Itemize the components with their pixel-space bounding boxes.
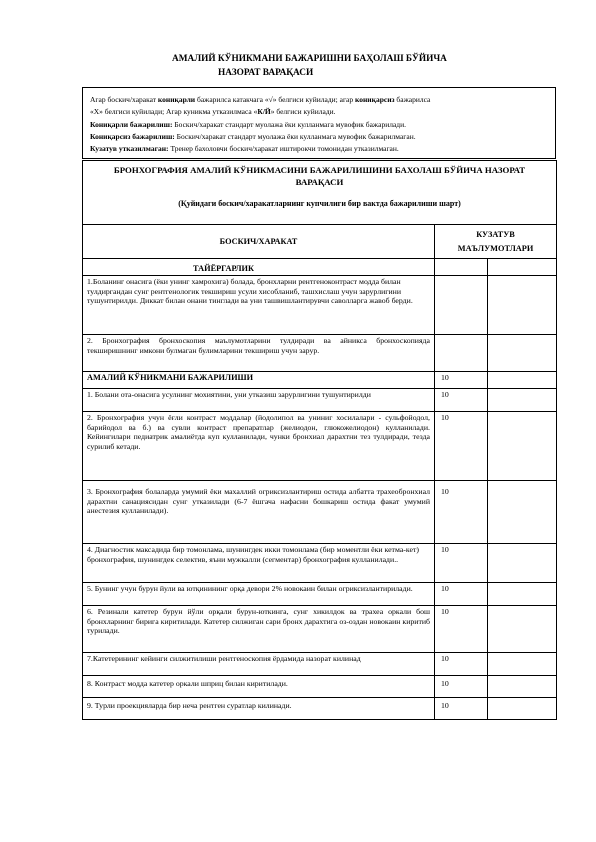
legend-text: Боскич/харакат стандарт муолажа ёки кулланмага мувофик бажарилади. — [172, 119, 406, 129]
legend-box — [82, 87, 556, 159]
perform-step-4 — [83, 544, 435, 583]
legend-bold: Кониқарсиз бажарилиш: — [90, 131, 175, 141]
section-row-perform — [83, 372, 557, 389]
prep-step-2 — [83, 335, 435, 372]
table-row — [83, 481, 557, 544]
perform-step-1 — [83, 389, 435, 412]
prep-step-1 — [83, 276, 435, 335]
table-row — [83, 276, 557, 335]
table-row — [83, 698, 557, 720]
checkbox-cell[interactable] — [488, 276, 557, 335]
legend-line-2 — [90, 106, 555, 118]
title-line-2: НАЗОРАТ ВАРАҚАСИ — [218, 68, 314, 78]
legend-text: бажарилса — [394, 95, 431, 104]
score-cell: 10 — [435, 544, 488, 583]
checklist-table — [82, 160, 557, 720]
legend-line-3 — [90, 119, 555, 131]
checkbox-cell[interactable] — [488, 335, 557, 372]
table-row — [83, 653, 557, 676]
legend-line-5 — [90, 143, 555, 155]
step-text: 7.Катетерининг кейинги силжитилиши рентгеноскопия ёрдамида назорат килинад — [87, 654, 361, 663]
sheet-subtitle: (Қуйидаги боскич/харакатларнинг купчилиги бир вактда бажарилиши шарт) — [178, 199, 461, 208]
checkbox-cell[interactable] — [435, 276, 488, 335]
legend-bold: Кониқарли бажарилиш: — [90, 119, 173, 129]
table-row — [83, 676, 557, 698]
table-row — [83, 606, 557, 653]
legend-text: Боскич/харакат стандарт муолажа ёки кулланмага мувофик бажарилмаган. — [174, 131, 416, 141]
table-row — [83, 583, 557, 606]
score-cell: 10 — [435, 389, 488, 412]
score-cell: 10 — [435, 583, 488, 606]
perform-step-5 — [83, 583, 435, 606]
legend-text: «Х» белгиси куйилади; Агар куникма утказилмаса « — [90, 107, 258, 117]
legend-line-4 — [90, 131, 555, 143]
legend-text: бажарилса катакчага «√» белгиси куйилади; агар — [195, 95, 356, 104]
step-text: 3. Бронхография болаларда умумий ёки махаллий огриксизлантириш остида албатта трахеобронхиал дарахтни санациясидан сунг утказилади (6-7 ёшгача нафасни бошкариш остида факат умумий анестезия кулланилади). — [87, 487, 430, 516]
score-cell: 10 — [435, 372, 488, 389]
checkbox-cell[interactable] — [435, 259, 488, 276]
section-heading-perform: АМАЛИЙ КЎНИКМАНИ БАЖАРИЛИШИ — [83, 372, 435, 389]
sheet-header-cell — [83, 161, 557, 225]
checkbox-cell[interactable] — [488, 698, 557, 720]
table-row — [83, 412, 557, 481]
checkbox-cell[interactable] — [488, 606, 557, 653]
step-text: 2. Бронхография бронхоскопия маълумотларини тулдиради ва айникса бронхоскопияда текширишнинг имкони булмаган булимларини текшириш учун зарур. — [87, 336, 430, 355]
checkbox-cell[interactable] — [488, 259, 557, 276]
section-heading-prep: ТАЙЁРГАРЛИК — [83, 259, 435, 276]
step-text: 6. Резинали катетер бурун йўли орқали бурун-юткинга, сунг хикилдок ва трахеа оркали бош бронхларнинг бирига киритилади. Катетер силжиган сари бронх дарахтига оз-оздан новокаин киритиб турилади. — [87, 607, 430, 636]
legend-line-1 — [90, 94, 555, 106]
sheet-title: БРОНХОГРАФИЯ АМАЛИЙ КЎНИКМАСИНИ БАЖАРИЛИШИНИ БАХОЛАШ БЎЙИЧА НАЗОРАТ ВАРАҚАСИ — [113, 165, 526, 187]
legend-bold: К/Й — [257, 107, 271, 117]
score-cell: 10 — [435, 481, 488, 544]
checkbox-cell[interactable] — [488, 544, 557, 583]
table-row — [83, 544, 557, 583]
section-row-prep — [83, 259, 557, 276]
checkbox-cell[interactable] — [488, 389, 557, 412]
checkbox-cell[interactable] — [488, 583, 557, 606]
title-line-1: АМАЛИЙ КЎНИКМАНИ БАЖАРИШНИ БАҲОЛАШ БЎЙИЧА — [172, 54, 447, 64]
perform-step-2 — [83, 412, 435, 481]
step-text: 1. Болани ота-онасига усулнинг мохиятини, уни утказиш зарурлигини тушунтирилди — [87, 390, 371, 399]
checkbox-cell[interactable] — [435, 335, 488, 372]
score-cell: 10 — [435, 698, 488, 720]
perform-step-3 — [83, 481, 435, 544]
legend-text: Агар боскич/харакат — [90, 95, 158, 104]
checkbox-cell[interactable] — [488, 676, 557, 698]
checkbox-cell[interactable] — [488, 653, 557, 676]
score-cell: 10 — [435, 676, 488, 698]
step-text: 4. Диагностик максадида бир томонлама, шунингдек икки томонлама (бир моментли ёки кетма-кет) бронхография, шунингдек селектив, яъни мужкалли (сегментар) бронхография кулланилади.. — [87, 545, 419, 564]
column-header-observe: КУЗАТУВ МАЪЛУМОТЛАРИ — [435, 225, 557, 259]
legend-bold: Кузатув утказилмаган: — [90, 144, 169, 154]
column-header-row — [83, 225, 557, 259]
checkbox-cell[interactable] — [488, 412, 557, 481]
perform-step-8 — [83, 676, 435, 698]
score-cell: 10 — [435, 653, 488, 676]
perform-step-7 — [83, 653, 435, 676]
step-text: 2. Бронхография учун ёғли контраст моддалар (йодолипол ва униниг хосилалари - сульфойодол, барийодол ва б.) ва сувли контраст препаратлар (желиодон, глюкожелиодон) кулланилади. Кейингилари педиатрик амалиётда куп кулланилади, чунки бронхиал дарахтни тез тулдиради, тезда сурилиб кетади. — [87, 413, 430, 451]
legend-bold: кониқарсиз — [355, 95, 395, 104]
perform-step-9 — [83, 698, 435, 720]
table-row — [83, 389, 557, 412]
checkbox-cell[interactable] — [488, 481, 557, 544]
step-text: 1.Боланинг онасига (ёки унинг хамрохига) болада, бронхларни рентгеноконтраст модда билан тулдиргандан сунг рентгенологик текшириш усули хисобланиб, ташхислаш учун зарурлигини тушунтирилди. Диккат билан онани тинглади ва уни ташвишлантирувчи саволларга жавоб берди. — [87, 277, 413, 306]
step-text: 5. Бунинг учун бурун йули ва ютқинининг орқа девори 2% новокаин билан огриксизлантирилади. — [87, 584, 413, 593]
legend-text: » белгиси куйилади. — [270, 107, 336, 117]
step-text: 9. Турли проекцияларда бир неча рентген суратлар килинади. — [87, 701, 292, 710]
legend-text: Тренер бахоловчи боскич/харакат иштирокчи томонидан утказилмаган. — [168, 144, 399, 154]
checkbox-cell[interactable] — [488, 372, 557, 389]
perform-step-6 — [83, 606, 435, 653]
column-header-step: БОСКИЧ/ХАРАКАТ — [83, 225, 435, 259]
table-row — [83, 335, 557, 372]
score-cell: 10 — [435, 606, 488, 653]
score-cell: 10 — [435, 412, 488, 481]
sheet-header-row — [83, 161, 557, 225]
legend-bold: кониқарли — [157, 95, 196, 104]
step-text: 8. Контраст модда катетер оркали шприц билан киритилади. — [87, 679, 288, 688]
